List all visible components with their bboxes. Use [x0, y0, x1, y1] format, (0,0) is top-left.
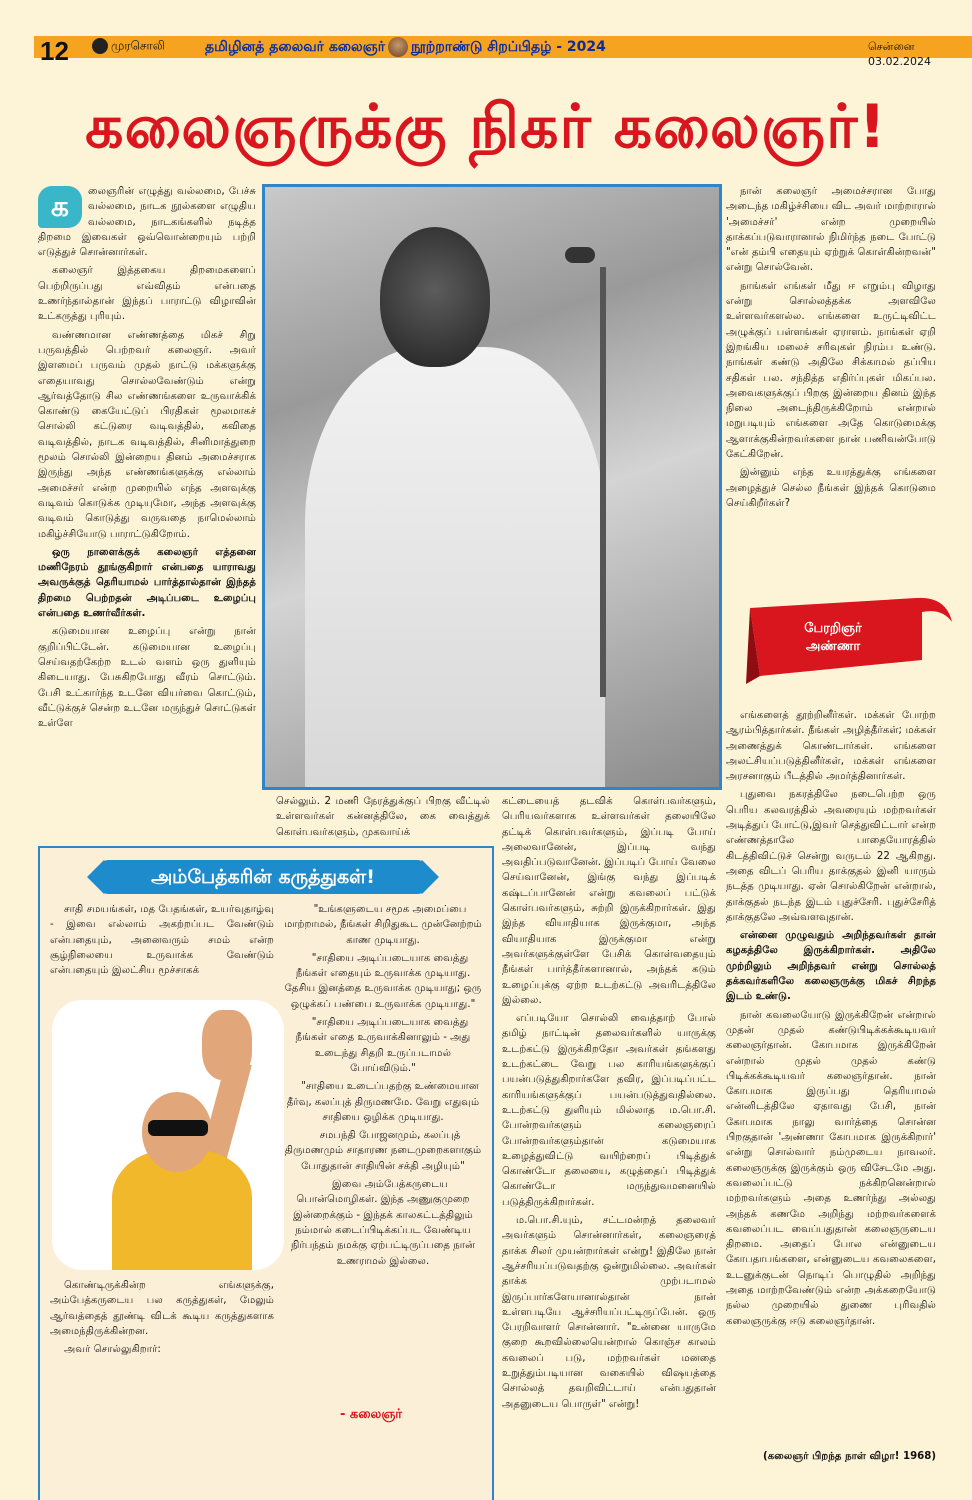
photo-figure-head — [380, 227, 490, 367]
quote: "உங்களுடைய சமூக அமைப்பை மாற்றாமல், நீங்கள் சிறிதுகூட முன்னேற்றம் காண முடியாது. — [284, 904, 482, 946]
paragraph: இன்னும் எந்த உயரத்துக்கு எங்களை அழைத்துச் செல்ல நீங்கள் இந்தக் கொடுமை செய்கிறீர்கள்? — [726, 467, 936, 509]
paragraph: வண்ணமான எண்ணத்தை மிகச் சிறு பருவத்தில் பெற்றவர் கலைஞர். அவர் இளமைப் பருவம் முதல் நாட்டு மக்களுக்கு எதையாவது சொல்லவேண்டும் என்று ஆர்வத்தோடு சில எண்ணங்களை உருவாக்கிக் கொண்டு கையேட்டுப் பிரதிகள் மூலமாகச் சொல்லி கட்டுரை வடிவத்தில், கவிதை வடிவத்தில், நாடக வடிவத்தில், சினிமாத்துறை மூலம் சொல்லி இன்றைய தினம் அமைச்சராக இருந்து அந்த எண்ணங்களுக்கு எல்லாம் அமைச்சர் என்ற முறையில் எந்த அளவுக்கு வடிவம் கொடுக்க முடியுமோ, அந்த அளவுக்கு வடிவம் கொடுத்து வருவதை நாமெல்லாம் மகிழ்ச்சியோடு பாராட்டுகிறோம். — [38, 329, 256, 540]
headline-part2: நிகர் — [469, 92, 592, 162]
header-title — [205, 37, 606, 57]
headline-part1: கலைஞருக்கு — [85, 92, 448, 162]
quote: "சாதியை உடைப்பதற்கு உண்மையான தீர்வு, கலப்புத் திருமணமே. வேறு எதுவும் சாதியை ஒழிக்க முடியாது. — [286, 1081, 480, 1123]
headline — [0, 92, 972, 170]
paper-logo — [92, 38, 165, 55]
header-title-tail: நூற்றாண்டு சிறப்பிதழ் - 2024 — [411, 39, 606, 55]
ribbon-text — [788, 620, 878, 656]
paragraph: புதுவை நகரத்திலே நடைபெற்ற ஒரு பெரிய கலவரத்தில் அவரையும் மற்றவர்கள் அடித்துப் போட்டு,இவர் செத்துவிட்டார் என்ற எண்ணத்தாலே பாதையோரத்தில் கிடத்திவிட்டுச் சென்று வருடம் 22 ஆகிறது. அதை விடப் பெரிய தாக்குதல் இனி யாரும் நடத்த முடியாது. ஏன் சொல்கிறேன் என்றால், தாக்குதல் நடந்த இடம் புதுச்சேரி. புதுச்சேரித் தாக்குதலே அவ்வளவுதான். — [726, 789, 936, 923]
paragraph: கட்டையைத் தடவிக் கொள்பவர்களும், பெரியவர்களாக உள்ளவர்கள் தலையிலே தட்டிக் கொள்பவர்களும், இப்படி போய் அலைவானேன், இப்படி வந்து அவதிப்படுவானேன். இப்படிப் போய் வேலை செய்வானேன், இங்கு வந்து இப்படிக் கஷ்டப்பானேன் என்று கவலைப் பட்டுக் கொள்பவர்களும், சுற்றி இருக்கிறார்கள். இது இந்த வியாதியாக இருக்குமா, அந்த வியாதியாக இருக்குமா என்று அவர்களுக்குள்ளே பேசிக் கொள்வதையும் நீங்கள் பார்த்தீர்களானால், அந்தக் கடும் உழைப்புக்கு ஏற்ற உடற்கட்டு அவரிடத்திலே இல்லை. — [502, 796, 716, 1006]
paragraph: அவர் சொல்லுகிறார்: — [64, 1344, 161, 1356]
box-right-quotes — [282, 902, 484, 1402]
paragraph: ம.பொ.சி.யும், சட்டமன்றத் தலைவர் அவர்களும் சொன்னார்கள், கலைஞரைத் தாக்க சிலர் முயன்றார்கள் என்று! இதிலே நான் ஆச்சரியப்படுவதற்கு ஒன்றுமில்லை. அவர்கள் தாக்க முற்படாமல் இருப்பார்களேயானால்தான் நான் உள்ளபடியே ஆச்சரியப்பட்டிருப்பேன். ஒரு பேரறிவாளர் சொன்னார். "உன்னை யாருமே குறை கூறவில்லையென்றால் கொஞ்ச காலம் கவலைப் படு, மற்றவர்கள் மனதை உறுத்தும்படியான வகையில் விஷயத்தை சொல்லத் தவறிவிட்டாய் என்பதுதான் அதனுடைய பொருள்" என்று! — [502, 1215, 716, 1410]
paragraph: கொண்டிருக்கின்ற எங்களுக்கு, அம்பேத்கருடைய பல கருத்துகள், மேலும் ஆர்வத்தைத் தூண்டி விடக் கூடிய கருத்துகளாக அமைந்திருக்கின்றன. — [50, 1280, 274, 1337]
ribbon-line1: பேரறிஞர் — [804, 621, 862, 636]
quote: இவை அம்பேத்கருடைய பொன்மொழிகள். இந்த அணுகுமுறை இன்றைக்கும் - இந்தக் காலகட்டத்திலும் நம்மால் கடைப்பிடிக்கப்பட வேண்டிய நிர்பந்தம் நமக்கு ஏற்பட்டிருப்பதை நான் உணராமல் இல்லை. — [291, 1179, 475, 1267]
quote: சமபந்தி போஜனமும், கலப்புத் திருமணமும் சாதாரண நடைமுறைகளாகும் போதுதான் சாதியின் சக்தி அழியும்" — [284, 1130, 482, 1172]
article-column-4-bottom — [726, 708, 936, 1396]
paragraph-bold: என்னை முழுவதும் அறிந்தவர்கள் தான் கழகத்திலே இருக்கிறார்கள். அதிலே முற்றிலும் அறிந்தவர் என்று சொல்லத் தக்கவர்களிலே கலைஞருக்கு மிகச் சிறந்த இடம் உண்டு. — [726, 930, 936, 1003]
paragraph: நாங்கள் எங்கள் மீது ஈ எறும்பு விழாது என்று சொல்லத்தக்க அளவிலே உள்ளவர்களல்ல. எங்களை உருட்டிவிட்ட அழுக்குப் பள்ளங்கள் ஏராளம். நாங்கள் ஏறி இறங்கிய மலைச் சரிவுகள் நிரம்ப உண்டு. நாங்கள் கண்டு அதிலே சிக்காமல் தப்பிய சதிகள் பல. சந்தித்த எதிர்ப்புகள் மிகப்பல. அவைகளுக்குப் பிறகு இன்றைய தினம் இந்த நிலை அடைந்திருக்கிறோம் என்றால் மறுபடியும் எங்களை அதே கொடுமைக்கு ஆளாக்குகின்றவர்களை நான் பணிவன்போடு கேட்கிறேன். — [726, 280, 936, 461]
box-left-top — [50, 902, 274, 992]
page-number: 12 — [40, 36, 69, 66]
paragraph: நான் கலைஞர் அமைச்சரான போது அடைந்த மகிழ்ச்சியை விட அவர் மாற்றாரால் 'அமைச்சர்' என்ற முறையில் தாக்கப்படுவாரானால் நிமிர்ந்த நடை போட்டு "என் தம்பி எதையும் ஏற்றுக் கொள்கின்றவன்" என்று சொல்வேன். — [726, 186, 936, 274]
author-ribbon — [746, 594, 958, 686]
paragraph: சாதி சமயங்கள், மத பேதங்கள், உயர்வுதாழ்வு - இவை எல்லாம் அகற்றப்பட வேண்டும் என்பதையும், அனைவரும் சமம் என்ற சூழ்நிலையை உருவாக்க வேண்டும் என்பதையும் இலட்சிய மூச்சாகக் — [50, 904, 274, 977]
paper-name: முரசொலி — [111, 38, 165, 53]
microphone-stand — [600, 267, 606, 697]
quote: "சாதியை அடிப்படையாக வைத்து நீங்கள் எதை உருவாக்கினாலும் - அது உடைந்து சிதறி உருப்படாமல் போய்விடும்." — [295, 1017, 471, 1074]
box-left-bottom — [50, 1278, 274, 1408]
paragraph-bold: ஒரு நாளைக்குக் கலைஞர் எத்தனை மணிநேரம் தூங்குகிறார் என்பதை யாராவது அவருக்குத் தெரியாமல் பார்த்தால்தான் இந்தத் திறமை பெற்றதன் அடிப்படை உழைப்பு என்பதை உணர்வீர்கள். — [38, 546, 256, 620]
box-title: அம்பேத்கரின் கருத்துகள்! — [102, 860, 424, 894]
photo-figure-body — [305, 347, 605, 787]
paragraph: நான் கவலையோடு இருக்கிறேன் என்றால் முதன் முதல் கண்டுபிடிக்கக்கூடியவர் கலைஞர்தான். கோபமாக இருக்கிறேன் என்றால் முதல் முதல் கண்டு பிடிக்கக்கூடியவர் கலைஞர்தான். நான் கோபமாக இருப்பது தெரியாமல் என்னிடத்திலே ஏதாவது பேசி, நான் கோபமாக நாலு வார்த்தை சொன்ன பிறகுதான் 'அண்ணா கோபமாக இருக்கிறார்' என்று சொல்வார் நம்முடைய நாவலர். கலைஞருக்கு இருக்கும் ஒரு விசேடமே அது. கவலைப்பட்டு நக்கிறனென்றால் மற்றவர்களும் அதை உணர்ந்து அல்லது அந்தக் கணமே அறிந்து மற்றவர்களைக் கவலைப்பட வைப்பதுதான் கலைஞருடைய திறமை. அதைப் போல என்னுடைய கோபதாபங்களை, என்னுடைய கவலைகளை, உடனுக்குடன் நொடிப் பொழுதில் அறிந்து அதை மாற்றவேண்டும் என்ற அக்கறையோடு நல்ல முறையில் துணை புரிவதில் கலைஞருக்கு ஈடு கலைஞர்தான். — [726, 1009, 936, 1327]
quote: "சாதியை அடிப்படையாக வைத்து நீங்கள் எதையும் உருவாக்க முடியாது. தேசிய இனத்தை உருவாக்க முடியாது; ஒரு ஒழுக்கப் பண்பை உருவாக்க முடியாது." — [284, 952, 482, 1010]
drop-cap: க — [38, 186, 82, 228]
paragraph: செல்லும். 2 மணி நேரத்துக்குப் பிறகு வீட்டில் உள்ளவர்கள் கன்னத்திலே, கை வைத்துக் கொள்பவர்களும், முகவாய்க் — [276, 796, 490, 838]
waving-hand-icon — [202, 1010, 252, 1080]
box-signature: - கலைஞர் — [340, 1407, 403, 1422]
paragraph: எங்களைத் தூற்றினீர்கள். மக்கள் போற்ற ஆரம்பித்தார்கள். நீங்கள் அழித்தீர்கள்; மக்கள் அணைத்துக் கொண்டார்கள். எங்களை அலட்சியப்படுத்தினீர்கள், மக்கள் எங்களை அரசனாகும் பீடத்தில் அமர்த்தினார்கள். — [726, 710, 936, 783]
microphone-icon — [565, 247, 595, 263]
header-date: சென்னை 03.02.2024 — [868, 40, 931, 68]
article-footnote: (கலைஞர் பிறந்த நாள் விழா! 1968) — [763, 1451, 936, 1462]
paragraph: கடுமையான உழைப்பு என்று நான் குறிப்பிட்டேன். கடுமையான உழைப்பு செய்வதற்கேற்ற உடல் வளம் ஒரு துளியும் கிடையாது. பேசுகிறபோது வீரம் சொட்டும். பேசி உட்கார்ந்த உடனே வியர்வை கொட்டும், வீட்டுக்குச் சென்ற உடனே மருந்துச் சொட்டுகள் உள்ளே — [38, 626, 256, 730]
header-title-text: தமிழினத் தலைவர் கலைஞர் — [205, 39, 386, 55]
paragraph: எப்படியோ சொல்லி வைத்தாற் போல் தமிழ் நாட்டின் தலைவர்களில் யாருக்கு உடற்கட்டு இருக்கிறதோ அவர்கள் தங்களது உடற்கட்டை வேறு பல காரியங்களுக்குப் பயன்படுத்துகிறார்களே தவிர, இப்படிப்பட்ட காரியங்களுக்குப் பயன்படுத்துவதில்லை. உடற்கட்டு துளியும் மில்லாத ம.பொ.சி. போன்றவர்களும் கலைஞரைப் போன்றவர்களும்தான் கடுமையாக உழைத்துவிட்டு வயிற்றைப் பிடித்துக் கொண்டோ தலையை, கழுத்தைப் பிடித்துக் கொண்டோ மருந்துவமனையில் படுத்திருக்கிறார்கள். — [502, 1013, 716, 1208]
murasoli-logo-icon — [92, 38, 108, 54]
sunglasses-icon — [148, 1120, 208, 1136]
paragraph: லைஞரின் எழுத்து வல்லமை, பேச்சு வல்லமை, நாடக நூல்களை எழுதிய வல்லமை, நாடகங்களில் நடித்த திறமை இவைகள் ஒவ்வொன்றையும் பற்றி எடுத்துச் சொன்னார்கள். — [38, 186, 256, 259]
headline-part3: கலைஞர்! — [613, 92, 887, 162]
kalaignar-caricature — [52, 1000, 284, 1270]
article-column-3 — [502, 794, 716, 1500]
article-column-1 — [38, 184, 256, 840]
ribbon-line2: அண்ணா — [805, 639, 861, 654]
article-column-2-top — [276, 794, 490, 842]
paragraph: கலைஞர் இத்தகைய திறமைகளைப் பெற்றிருப்பது எவ்விதம் என்பதை உணர்ந்தால்தான் இந்தப் பாராட்டு விழாவின் உட்கருத்து புரியும். — [38, 265, 256, 323]
kalaignar-face-icon — [388, 37, 408, 57]
article-column-4-top — [726, 184, 936, 594]
page-header — [0, 0, 972, 68]
anna-photo — [262, 184, 722, 790]
